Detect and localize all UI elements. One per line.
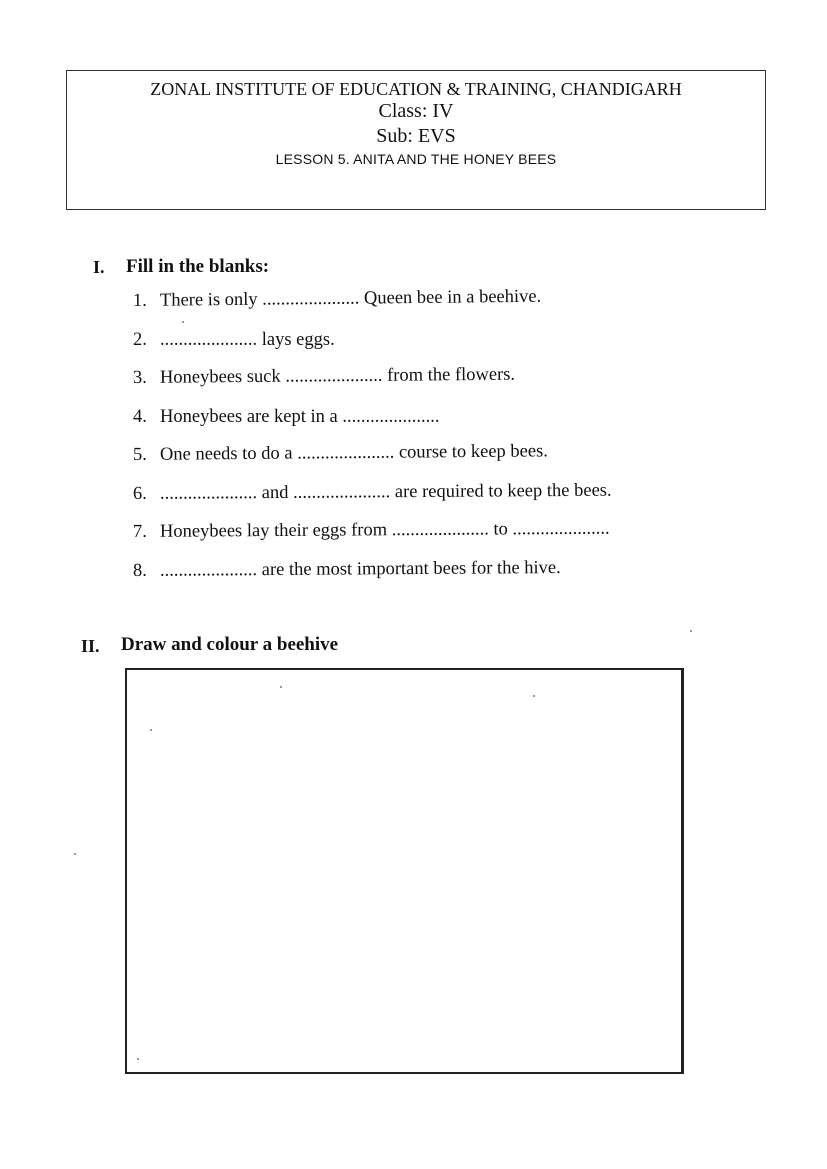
scan-speck (150, 729, 152, 731)
question-number: 1. (132, 290, 147, 311)
question-number: 4. (133, 406, 147, 427)
question-text: Honeybees lay their eggs from ..................... to ..................... (159, 518, 610, 542)
question-number: 3. (132, 367, 147, 388)
scan-speck (533, 695, 535, 697)
question-text: ..................... are the most important bees for the hive. (159, 557, 561, 581)
question-item (133, 398, 773, 437)
question-text: There is only ..................... Queen bee in a beehive. (159, 286, 542, 311)
drawing-area[interactable] (125, 668, 684, 1074)
section2-number: II. (81, 636, 100, 656)
question-item (133, 275, 773, 320)
question-number: 8. (132, 560, 147, 581)
question-item (133, 509, 773, 552)
question-item (133, 430, 773, 474)
scan-speck (137, 1058, 139, 1060)
question-text: ..................... and ..................... are required to keep the bees. (159, 480, 612, 504)
scan-speck (182, 321, 184, 323)
question-item (133, 321, 773, 360)
question-item (133, 353, 773, 397)
scan-speck (74, 853, 76, 855)
scan-speck (280, 686, 282, 688)
question-text: Honeybees suck ..................... from the flowers. (159, 364, 516, 388)
question-number: 2. (133, 329, 147, 350)
question-item (133, 470, 773, 513)
class-label: Class: IV (378, 100, 454, 122)
question-number: 7. (132, 521, 147, 542)
subject-label: Sub: EVS (376, 125, 456, 147)
scan-speck (690, 630, 692, 632)
institute-name: ZONAL INSTITUTE OF EDUCATION & TRAINING, CHANDIGARH (150, 79, 682, 99)
question-number: 5. (132, 444, 147, 465)
section1-number: I. (93, 257, 105, 277)
section1-title: Fill in the blanks: (126, 256, 270, 277)
question-text: Honeybees are kept in a ..................... (160, 406, 440, 427)
worksheet-header (66, 70, 766, 210)
question-text: ..................... lays eggs. (160, 329, 335, 350)
section2-title: Draw and colour a beehive (121, 634, 339, 655)
question-item (133, 547, 773, 590)
lesson-title: LESSON 5. ANITA AND THE HONEY BEES (275, 151, 557, 167)
question-number: 6. (132, 483, 147, 504)
question-text: One needs to do a ..................... course to keep bees. (159, 441, 548, 465)
fill-in-blanks-list (133, 282, 773, 590)
